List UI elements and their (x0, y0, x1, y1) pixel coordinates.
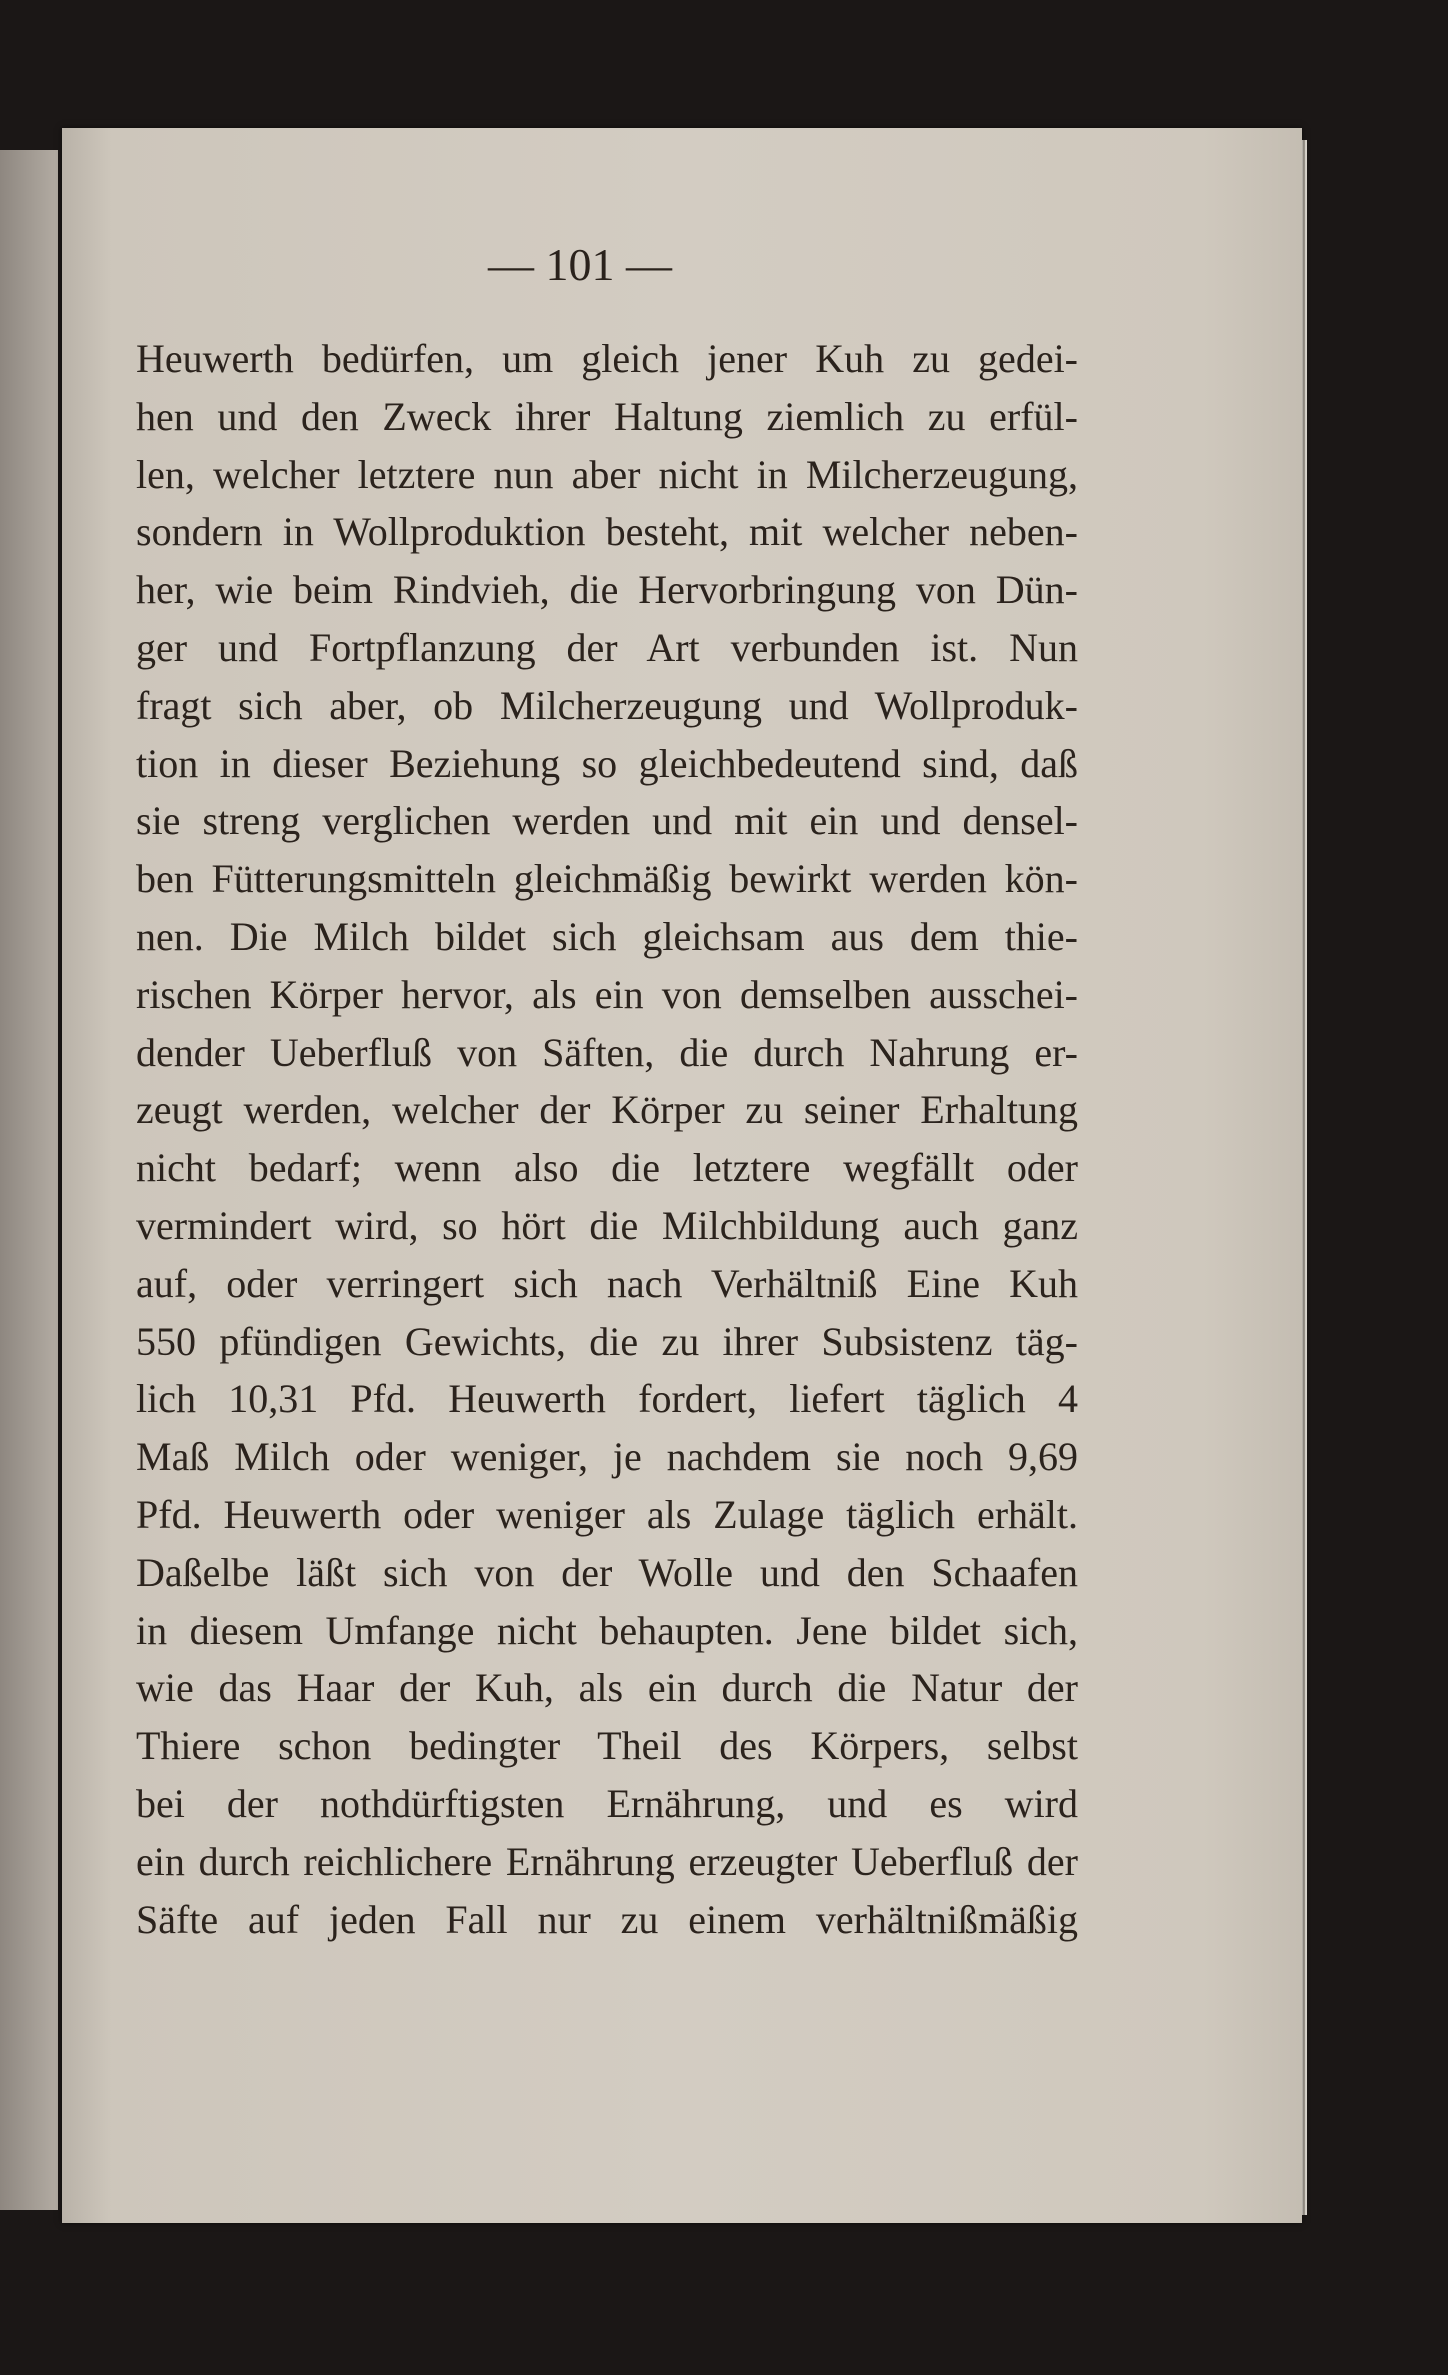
text-line: auf, oder verringert sich nach Verhältniß Eine Kuh (136, 1260, 1078, 1306)
text-line: zeugt werden, welcher der Körper zu seiner Erhaltung (136, 1087, 1078, 1133)
text-line: Pfd. Heuwerth oder weniger als Zulage täglich erhält. (136, 1491, 1078, 1537)
text-line: rischen Körper hervor, als ein von demselben ausschei- (136, 971, 1078, 1017)
text-line: nicht bedarf; wenn also die letztere wegfällt oder (136, 1145, 1078, 1191)
text-line: dender Ueberfluß von Säften, die durch Nahrung er- (136, 1029, 1078, 1075)
text-line: lich 10,31 Pfd. Heuwerth fordert, liefert täglich 4 (136, 1376, 1078, 1422)
text-line: vermindert wird, so hört die Milchbildung auch ganz (136, 1202, 1078, 1248)
text-line: Daßelbe läßt sich von der Wolle und den Schaafen (136, 1549, 1078, 1595)
text-line: nen. Die Milch bildet sich gleichsam aus dem thie- (136, 913, 1078, 959)
page-number: — 101 — (488, 239, 672, 290)
adjacent-page-edge (0, 150, 58, 2210)
text-line: wie das Haar der Kuh, als ein durch die Natur der (136, 1665, 1078, 1711)
text-line: ein durch reichlichere Ernährung erzeugter Ueberfluß der (136, 1838, 1078, 1884)
text-line: ger und Fortpflanzung der Art verbunden ist. Nun (136, 624, 1078, 670)
text-line: hen und den Zweck ihrer Haltung ziemlich zu erfül- (136, 393, 1078, 439)
text-line: Maß Milch oder weniger, je nachdem sie noch 9,69 (136, 1434, 1078, 1480)
text-line: Thiere schon bedingter Theil des Körpers, selbst (136, 1723, 1078, 1769)
text-line: in diesem Umfange nicht behaupten. Jene bildet sich, (136, 1607, 1078, 1653)
text-line: tion in dieser Beziehung so gleichbedeutend sind, daß (136, 740, 1078, 786)
text-line: her, wie beim Rindvieh, die Hervorbringung von Dün- (136, 567, 1078, 613)
body-text (136, 330, 1078, 1948)
text-line: sie streng verglichen werden und mit ein und densel- (136, 798, 1078, 844)
text-line: ben Fütterungsmitteln gleichmäßig bewirkt werden kön- (136, 856, 1078, 902)
text-line: 550 pfündigen Gewichts, die zu ihrer Subsistenz täg- (136, 1318, 1078, 1364)
text-line: sondern in Wollproduktion besteht, mit welcher neben- (136, 509, 1078, 555)
text-line: bei der nothdürftigsten Ernährung, und es wird (136, 1780, 1078, 1826)
text-line: Säfte auf jeden Fall nur zu einem verhältnißmäßig (136, 1896, 1078, 1942)
text-line: Heuwerth bedürfen, um gleich jener Kuh zu gedei- (136, 336, 1078, 381)
text-line: len, welcher letztere nun aber nicht in Milcherzeugung, (136, 451, 1078, 497)
text-line: fragt sich aber, ob Milcherzeugung und Wollproduk- (136, 682, 1078, 728)
